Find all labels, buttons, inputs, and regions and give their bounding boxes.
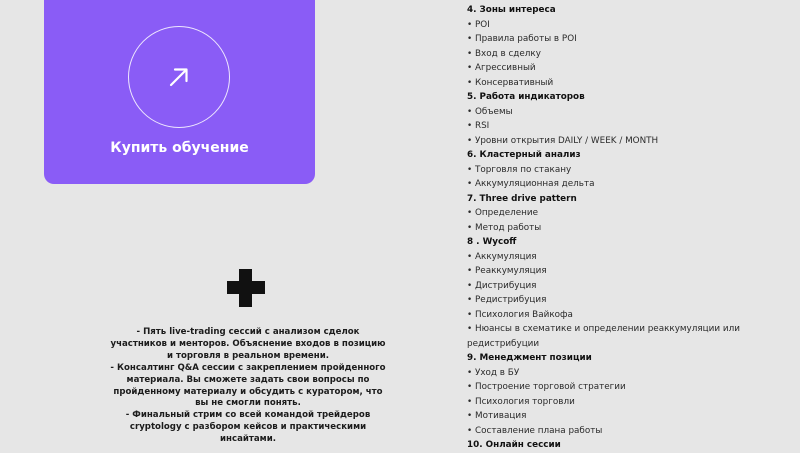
outline-section-title: 9. Менеджмент позиции bbox=[467, 353, 592, 363]
arrow-up-right-icon bbox=[168, 66, 190, 88]
outline-item: • Уход в БУ bbox=[467, 367, 520, 378]
outline-item: • Нюансы в схематике и определении реаккумуляции или редистрибуции bbox=[467, 324, 740, 349]
outline-item: • Вход в сделку bbox=[467, 48, 541, 59]
outline-item: • Торговля по стакану bbox=[467, 164, 572, 175]
outline-item: • Составление плана работы bbox=[467, 425, 603, 436]
outline-section-title: 10. Онлайн сессии bbox=[467, 440, 561, 450]
buy-course-card[interactable] bbox=[44, 0, 315, 184]
outline-item: • Консервативный bbox=[467, 77, 554, 88]
course-outline bbox=[467, 3, 767, 453]
outline-item: • Дистрибуция bbox=[467, 280, 537, 291]
buy-course-label[interactable]: Купить обучение bbox=[110, 140, 249, 156]
outline-item: • Уровни открытия DAILY / WEEK / MONTH bbox=[467, 135, 659, 146]
outline-item: • Метод работы bbox=[467, 222, 542, 233]
outline-item: • Реаккумуляция bbox=[467, 266, 547, 276]
outline-section-title: 4. Зоны интереса bbox=[467, 5, 556, 15]
outline-section-title: 8 . Wycoff bbox=[467, 237, 517, 247]
bonus-live-trading: - Пять live-trading сессий с анализом сделок участников и менторов. Объяснение входов в позицию и торговля в реальном времени. bbox=[110, 327, 386, 361]
outline-item: • RSI bbox=[467, 121, 490, 131]
outline-item: • POI bbox=[467, 19, 490, 30]
outline-section-title: 7. Three drive pattern bbox=[467, 193, 577, 204]
buy-course-circle-button[interactable] bbox=[128, 26, 230, 128]
outline-item: • Мотивация bbox=[467, 411, 527, 421]
outline-item: • Построение торговой стратегии bbox=[467, 382, 626, 392]
outline-item: • Правила работы в POI bbox=[467, 34, 577, 44]
outline-item: • Редистрибуция bbox=[467, 295, 547, 305]
outline-section-title: 6. Кластерный анализ bbox=[467, 150, 581, 160]
outline-item: • Объемы bbox=[467, 106, 513, 117]
bonus-description bbox=[108, 327, 388, 446]
outline-item: • Определение bbox=[467, 208, 539, 218]
outline-item: • Аккумуляция bbox=[467, 251, 537, 262]
outline-item: • Аккумуляционная дельта bbox=[467, 179, 595, 189]
bonus-final-stream: - Финальный стрим со всей командой трейдеров cryptology с разбором кейсов и практическими инсайтами. bbox=[125, 410, 371, 445]
bonus-consulting: - Консалтинг Q&A сессии с закреплением пройденного материала. Вы сможете задать свои вопросы по пройденному материалу и обсудить с куратором, что вы не смогли понять. bbox=[110, 362, 386, 409]
outline-item: • Психология торговли bbox=[467, 396, 575, 407]
outline-item: • Агрессивный bbox=[467, 63, 536, 73]
outline-section-title: 5. Работа индикаторов bbox=[467, 92, 585, 102]
plus-icon bbox=[227, 269, 265, 307]
outline-item: • Психология Вайкофа bbox=[467, 309, 573, 320]
